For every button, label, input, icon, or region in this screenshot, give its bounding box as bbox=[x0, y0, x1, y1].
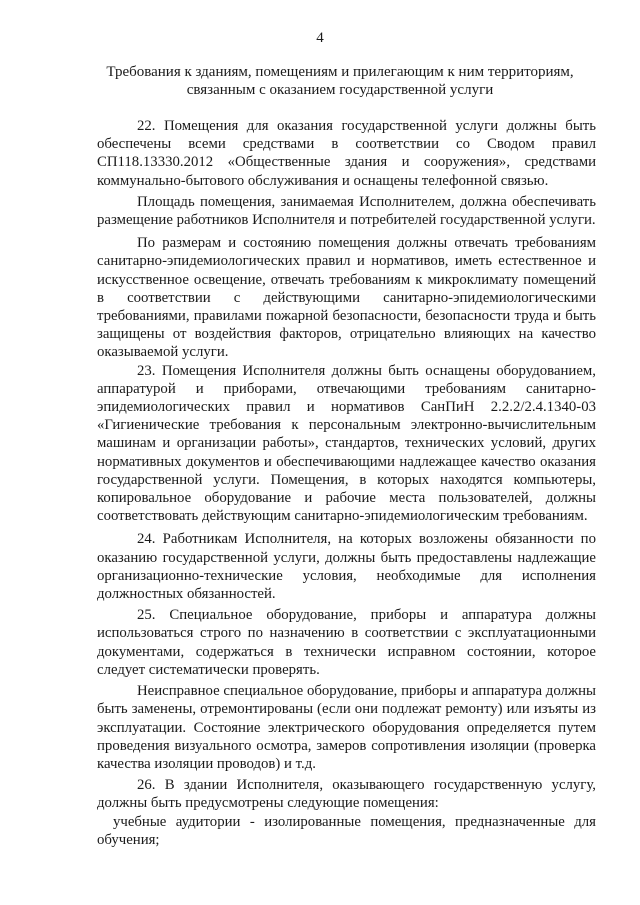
paragraph-25: 25. Специальное оборудование, приборы и аппаратура должны использоваться строго по назначению в соответствии с эксплуатационными документами, содержаться в технически исправном состоянии, которое следует систематически проверять. bbox=[97, 607, 596, 678]
page-number: 4 bbox=[316, 30, 324, 46]
paragraph-23: 23. Помещения Исполнителя должны быть оснащены оборудованием, аппаратурой и приборами, отвечающими требованиям санитарно-эпидемиологических правил и нормативов СанПиН 2.2.2/2.4.1340-03 «Гигиенические требования к персональным электронно-вычислительным машинам и организации работы», стандартов, технических условий, других нормативных документов и обеспечивающими надлежащее качество оказания государственной услуги. Помещения, в которых находятся компьютеры, копировальное оборудование и рабочие места пользователей, должны соответствовать действующим санитарно-эпидемиологическим требованиям. bbox=[97, 362, 596, 525]
section-title-line-1: Требования к зданиям, помещениям и прилегающим к ним территориям, bbox=[106, 64, 574, 80]
paragraph-area: Площадь помещения, занимаемая Исполнителем, должна обеспечивать размещение работников Исполнителя и потребителей государственной услуги. bbox=[97, 193, 596, 229]
paragraph-22: 22. Помещения для оказания государственной услуги должны быть обеспечены всеми средствами в соответствии со Сводом правил СП118.13330.2012 «Общественные здания и сооружения», средствами коммунально-бытового обслуживания и оснащены телефонной связью. bbox=[97, 118, 596, 189]
section-title-line-2: связанным с оказанием государственной услуги bbox=[186, 82, 494, 98]
paragraph-classrooms: учебные аудитории - изолированные помещения, предназначенные для обучения; bbox=[97, 813, 596, 848]
paragraph-26: 26. В здании Исполнителя, оказывающего государственную услугу, должны быть предусмотрены следующие помещения: bbox=[97, 777, 596, 812]
document-body bbox=[97, 117, 596, 849]
section-title bbox=[100, 63, 580, 99]
paragraph-faulty-equipment: Неисправное специальное оборудование, приборы и аппаратура должны быть заменены, отремонтированы (если они подлежат ремонту) или изъяты из эксплуатации. Состояние электрического оборудования определяется путем проведения визуального осмотра, замеров сопротивления изоляции (проверка качества изоляции проводов) и т.д. bbox=[97, 683, 596, 772]
paragraph-room-requirements: По размерам и состоянию помещения должны отвечать требованиям санитарно-эпидемиологических правил и нормативов, иметь естественное и искусственное освещение, отвечать требованиям к микроклимату помещений в соответствии с действующими санитарно-эпидемиологическими требованиями, правилами пожарной безопасности, безопасности труда и быть защищены от воздействия факторов, отрицательно влияющих на качество оказываемой услуги. bbox=[97, 235, 596, 361]
paragraph-24: 24. Работникам Исполнителя, на которых возложены обязанности по оказанию государственной услуги, должны быть предоставлены надлежащие организационно-технические условия, необходимые для исполнения должностных обязанностей. bbox=[97, 531, 596, 603]
